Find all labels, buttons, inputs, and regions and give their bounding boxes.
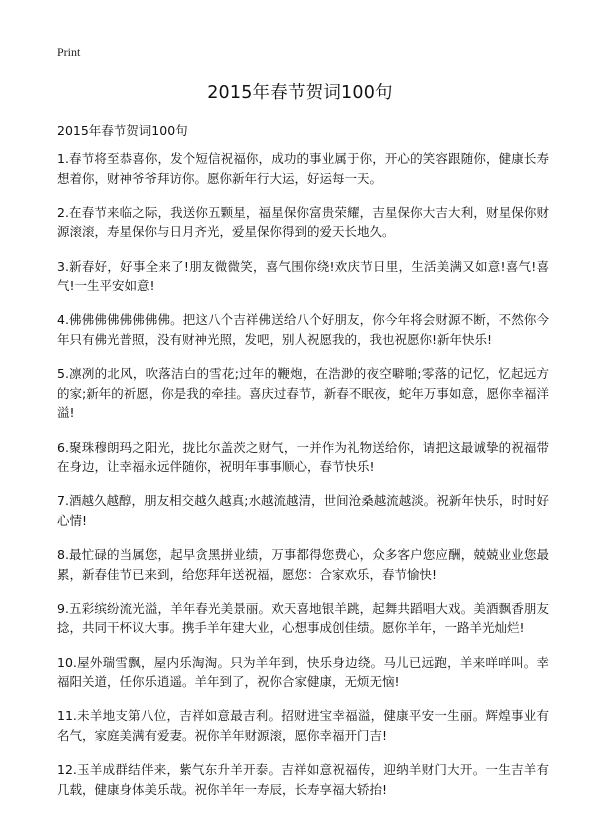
greeting-item: 3.新春好，好事全来了!朋友微微笑，喜气围你绕!欢庆节日里，生活美满又如意!喜气!喜气!一生平安如意! (57, 258, 549, 294)
section-subtitle: 2015年春节贺词100句 (57, 123, 188, 138)
greeting-item: 2.在春节来临之际，我送你五颗星，福星保你富贵荣耀，吉星保你大吉大利，财星保你财源滚滚，寿星保你与日月齐光，爱星保你得到的爱天长地久。 (57, 204, 549, 240)
greeting-item: 10.屋外瑞雪飘，屋内乐淘淘。只为羊年到，快乐身边绕。马儿已远跑，羊来咩咩叫。幸福阳关道，任你乐逍遥。羊年到了，祝你合家健康，无烦无恼! (57, 654, 549, 690)
greetings-list (57, 149, 549, 814)
page-title: 2015年春节贺词100句 (207, 83, 393, 103)
print-link[interactable]: Print (57, 45, 81, 59)
greeting-item: 7.酒越久越醇，朋友相交越久越真;水越流越清，世间沧桑越流越淡。祝新年快乐，时时好心情! (57, 493, 549, 528)
greeting-item: 6.聚珠穆朗玛之阳光，拢比尔盖茨之财气，一并作为礼物送给你，请把这最诚挚的祝福带在身边，让幸福永远伴随你，祝明年事事顺心，春节快乐! (57, 439, 549, 475)
greeting-item: 11.未羊地支第八位，吉祥如意最吉利。招财进宝幸福溢，健康平安一生丽。辉煌事业有名气，家庭美满有爱妻。祝你羊年财源滚，愿你幸福开门吉! (57, 708, 549, 743)
greeting-item: 9.五彩缤纷流光溢，羊年春光美景丽。欢天喜地银羊跳，起舞共蹈唱大戏。美酒飘香朋友捻，共同干杯议大事。携手羊年建大业，心想事成创佳绩。愿你羊年，一路羊光灿烂! (57, 600, 549, 636)
greeting-item: 4.佛佛佛佛佛佛佛佛。把这八个吉祥佛送给八个好朋友，你今年将会财源不断，不然你今年只有佛光普照，没有财神光照，发吧，别人祝愿我的，我也祝愿你!新年快乐! (57, 312, 549, 347)
greeting-item: 12.玉羊成群结伴来，紫气东升羊开泰。吉祥如意祝福传，迎纳羊财门大开。一生吉羊有几载，健康身体美乐哉。祝你羊年一寿辰，长寿享福大轿抬! (57, 762, 549, 797)
greeting-item: 8.最忙碌的当属您，起早贪黑拼业绩，万事都得您费心，众多客户您应酬，兢兢业业您最累，新春佳节已来到，给您拜年送祝福，愿您：合家欢乐，春节愉快! (57, 547, 549, 582)
greeting-item: 1.春节将至恭喜你，发个短信祝福你，成功的事业属于你，开心的笑容跟随你，健康长寿想着你，财神爷爷拜访你。愿你新年行大运，好运每一天。 (57, 151, 549, 186)
greeting-item: 5.凛冽的北风，吹落洁白的雪花;过年的鞭炮，在浩渺的夜空噼啪;零落的记忆，忆起远方的家;新年的祈愿，你是我的牵挂。喜庆过春节，新春不眠夜，蛇年万事如意，愿你幸福洋溢! (57, 366, 549, 421)
